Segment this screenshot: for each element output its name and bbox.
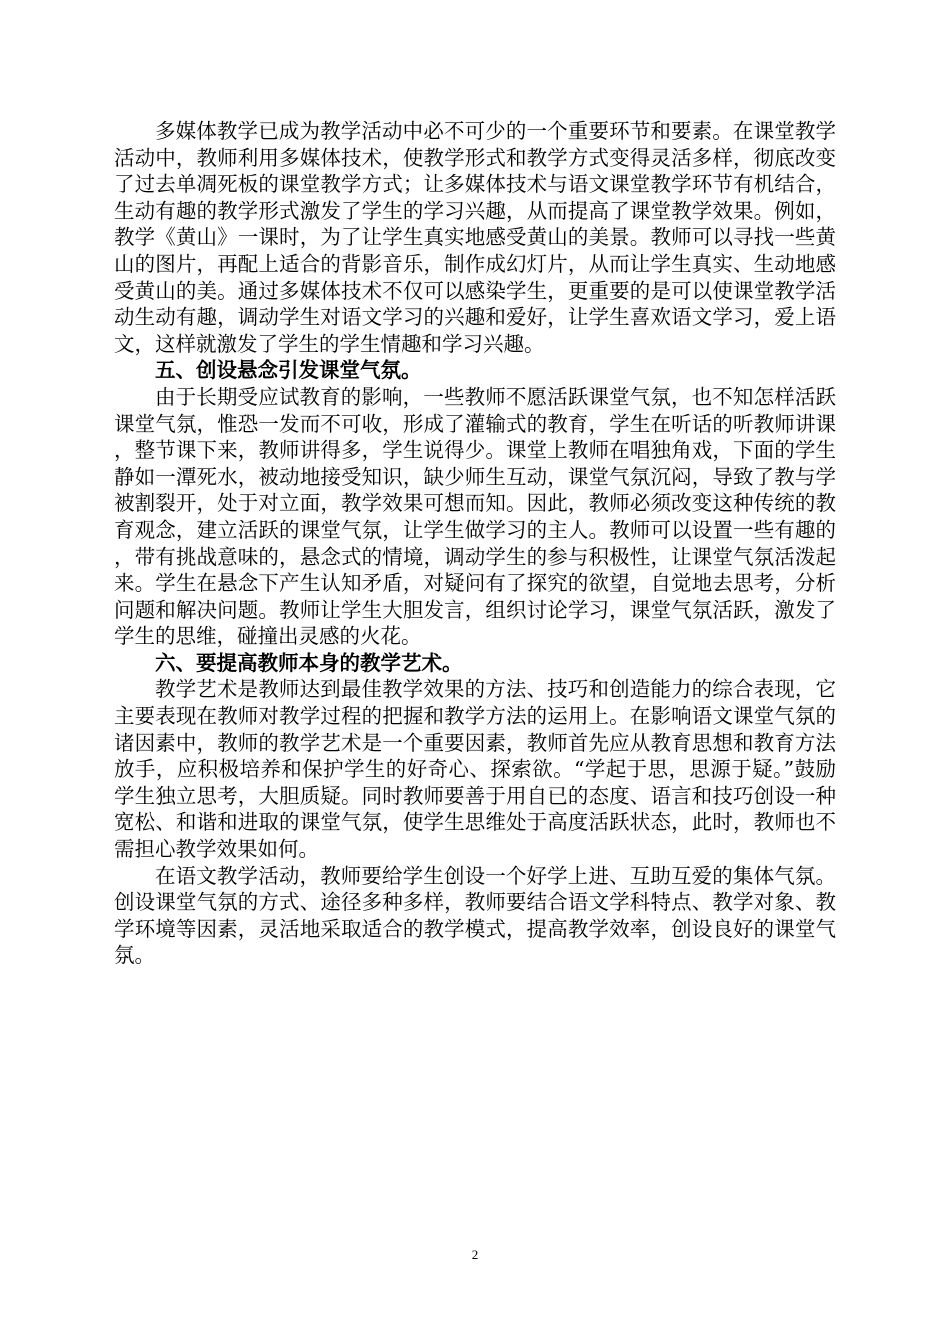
paragraph-conclusion: 在语文教学活动，教师要给学生创设一个好学上进、互助互爱的集体气氛。创设课堂气氛的方式、途径多种多样，教师要结合语文学科特点、教学对象、教学环境等因素，灵活地采取适合的教学模式，提高教学效率，创设良好的课堂气氛。 — [114, 863, 836, 968]
document-body — [114, 118, 836, 969]
paragraph-suspense-atmosphere: 由于长期受应试教育的影响，一些教师不愿活跃课堂气氛，也不知怎样活跃课堂气氛，惟恐一发而不可收，形成了灌输式的教育，学生在听话的听教师讲课，整节课下来，教师讲得多，学生说得少。课堂上教师在唱独角戏，下面的学生静如一潭死水，被动地接受知识，缺少师生互动，课堂气氛沉闷，导致了教与学被割裂开，处于对立面，教学效果可想而知。因此，教师必须改变这种传统的教育观念，建立活跃的课堂气氛，让学生做学习的主人。教师可以设置一些有趣的，带有挑战意味的，悬念式的情境，调动学生的参与积极性，让课堂气氛活泼起来。学生在悬念下产生认知矛盾，对疑问有了探究的欲望，自觉地去思考，分析问题和解决问题。教师让学生大胆发言，组织讨论学习，课堂气氛活跃，激发了学生的思维，碰撞出灵感的火花。 — [114, 384, 836, 649]
paragraph-multimedia-teaching: 多媒体教学已成为教学活动中必不可少的一个重要环节和要素。在课堂教学活动中，教师利用多媒体技术，使教学形式和教学方式变得灵活多样，彻底改变了过去单凋死板的课堂教学方式；让多媒体技术与语文课堂教学环节有机结合，生动有趣的教学形式激发了学生的学习兴趣，从而提高了课堂教学效果。例如，教学《黄山》一课时，为了让学生真实地感受黄山的美景。教师可以寻找一些黄山的图片，再配上适合的背影音乐，制作成幻灯片，从而让学生真实、生动地感受黄山的美。通过多媒体技术不仅可以感染学生，更重要的是可以使课堂教学活动生动有趣，调动学生对语文学习的兴趣和爱好，让学生喜欢语文学习，爱上语文，这样就激发了学生的学生情趣和学习兴趣。 — [114, 119, 836, 356]
section-heading-six: 六、要提高教师本身的教学艺术。 — [155, 650, 463, 675]
page-number: 2 — [471, 1247, 479, 1262]
paragraph-teaching-art: 教学艺术是教师达到最佳教学效果的方法、技巧和创造能力的综合表现，它主要表现在教师对教学过程的把握和教学方法的运用上。在影响语文课堂气氛的诸因素中，教师的教学艺术是一个重要因素，教师首先应从教育思想和教育方法放手，应积极培养和保护学生的好奇心、探索欲。“学起于思，思源于疑。”鼓励学生独立思考，大胆质疑。同时教师要善于用自已的态度、语言和技巧创设一种宽松、和谐和进取的课堂气氛，使学生思维处于高度活跃状态，此时，教师也不需担心教学效果如何。 — [114, 677, 836, 862]
section-heading-five: 五、创设悬念引发课堂气氛。 — [155, 358, 422, 383]
